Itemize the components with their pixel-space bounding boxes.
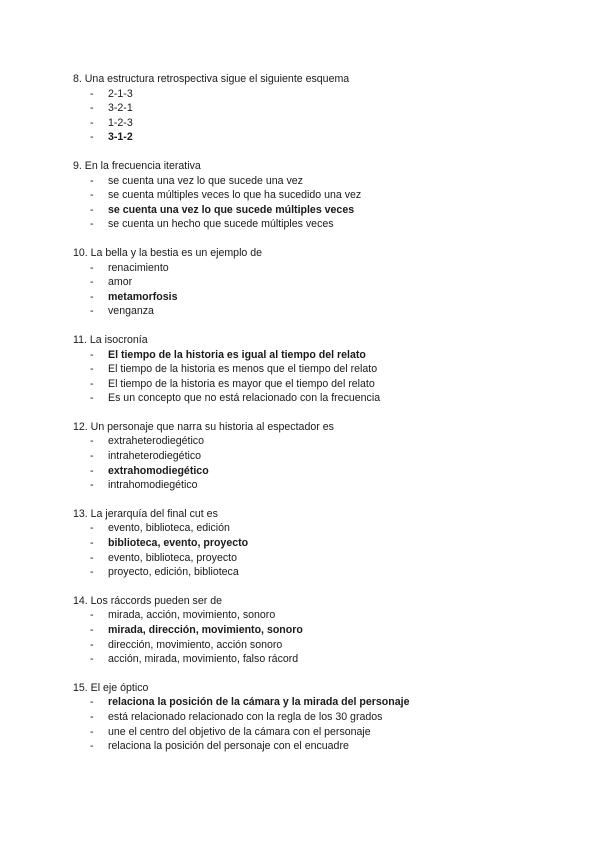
bullet-dash: - <box>90 653 94 666</box>
option-label: venganza <box>108 305 154 318</box>
answer-option <box>73 188 573 203</box>
option-label: relaciona la posición de la cámara y la mirada del personaje <box>108 696 410 709</box>
answer-option <box>73 391 573 406</box>
bullet-dash: - <box>90 638 94 651</box>
correct-answer-option <box>73 203 573 218</box>
question-text: 8. Una estructura retrospectiva sigue el siguiente esquema <box>73 73 350 85</box>
option-label: acción, mirada, movimiento, falso rácord <box>108 653 299 666</box>
bullet-dash: - <box>90 740 94 753</box>
bullet-dash: - <box>90 290 94 303</box>
question-text: 13. La jerarquía del final cut es <box>73 507 218 520</box>
answer-option <box>73 116 573 131</box>
answer-option <box>73 434 573 449</box>
answer-option <box>73 449 573 464</box>
answer-option <box>73 725 573 740</box>
answer-option <box>73 275 573 290</box>
option-label: evento, biblioteca, proyecto <box>108 551 237 564</box>
option-label: amor <box>108 276 133 289</box>
bullet-dash: - <box>90 479 94 492</box>
answer-option <box>73 478 573 493</box>
option-label: Es un concepto que no está relacionado con la frecuencia <box>108 392 381 405</box>
answer-option <box>73 551 573 566</box>
option-label: biblioteca, evento, proyecto <box>108 537 249 550</box>
bullet-dash: - <box>90 174 94 187</box>
bullet-dash: - <box>90 276 94 289</box>
question-13 <box>73 507 573 580</box>
option-label: está relacionado relacionado con la regla de los 30 grados <box>108 710 383 723</box>
answer-option <box>73 638 573 653</box>
bullet-dash: - <box>90 116 94 129</box>
bullet-dash: - <box>90 464 94 477</box>
option-label: se cuenta una vez lo que sucede una vez <box>108 174 303 187</box>
answer-option <box>73 217 573 232</box>
question-10 <box>73 246 573 319</box>
option-label: extraheterodiegético <box>108 435 204 448</box>
correct-answer-option <box>73 290 573 305</box>
correct-answer-option <box>73 695 573 710</box>
bullet-dash: - <box>90 725 94 738</box>
option-label: une el centro del objetivo de la cámara con el personaje <box>108 725 371 738</box>
bullet-dash: - <box>90 87 94 100</box>
question-text: 10. La bella y la bestia es un ejemplo de <box>73 246 263 259</box>
bullet-dash: - <box>90 261 94 274</box>
option-label: extrahomodiegético <box>108 464 209 477</box>
correct-answer-option <box>73 130 573 145</box>
option-label: dirección, movimiento, acción sonoro <box>108 638 283 651</box>
bullet-dash: - <box>90 131 94 144</box>
option-label: se cuenta un hecho que sucede múltiples veces <box>108 218 334 231</box>
bullet-dash: - <box>90 710 94 723</box>
bullet-dash: - <box>90 189 94 202</box>
bullet-dash: - <box>90 377 94 390</box>
option-label: 1-2-3 <box>108 116 133 129</box>
option-label: 3-1-2 <box>108 131 133 144</box>
answer-option <box>73 362 573 377</box>
answer-option <box>73 652 573 667</box>
answer-option <box>73 304 573 319</box>
answer-option <box>73 261 573 276</box>
bullet-dash: - <box>90 102 94 115</box>
bullet-dash: - <box>90 624 94 636</box>
correct-answer-option <box>73 348 573 363</box>
question-14 <box>73 594 573 667</box>
bullet-dash: - <box>90 363 94 376</box>
question-12 <box>73 420 573 493</box>
answer-option <box>73 101 573 116</box>
question-text: 11. La isocronía <box>73 333 148 346</box>
question-9 <box>73 159 573 232</box>
option-label: metamorfosis <box>108 290 178 303</box>
bullet-dash: - <box>90 696 94 709</box>
option-label: relaciona la posición del personaje con el encuadre <box>108 740 349 753</box>
bullet-dash: - <box>90 305 94 318</box>
option-label: renacimiento <box>108 261 169 274</box>
question-text: 12. Un personaje que narra su historia al espectador es <box>73 420 334 433</box>
bullet-dash: - <box>90 522 94 535</box>
option-label: El tiempo de la historia es mayor que el tiempo del relato <box>108 377 375 390</box>
option-label: El tiempo de la historia es menos que el tiempo del relato <box>108 363 378 376</box>
bullet-dash: - <box>90 392 94 405</box>
correct-answer-option <box>73 536 573 551</box>
answer-option <box>73 608 573 623</box>
bullet-dash: - <box>90 566 94 579</box>
document-page <box>73 72 573 768</box>
question-8 <box>73 72 573 145</box>
option-label: 3-2-1 <box>108 102 133 115</box>
question-15 <box>73 681 573 754</box>
answer-option <box>73 87 573 102</box>
answer-option <box>73 174 573 189</box>
bullet-dash: - <box>90 435 94 448</box>
option-label: mirada, dirección, movimiento, sonoro <box>108 624 303 636</box>
answer-option <box>73 710 573 725</box>
answer-option <box>73 739 573 754</box>
option-label: evento, biblioteca, edición <box>108 522 230 535</box>
question-text: 9. En la frecuencia iterativa <box>73 159 201 172</box>
option-label: intrahomodiegético <box>108 479 198 492</box>
bullet-dash: - <box>90 203 94 216</box>
option-label: se cuenta múltiples veces lo que ha sucedido una vez <box>108 189 362 202</box>
option-label: proyecto, edición, biblioteca <box>108 566 239 579</box>
option-label: 2-1-3 <box>108 87 133 100</box>
answer-option <box>73 521 573 536</box>
answer-option <box>73 565 573 580</box>
bullet-dash: - <box>90 218 94 231</box>
bullet-dash: - <box>90 551 94 564</box>
bullet-dash: - <box>90 450 94 463</box>
question-text: 15. El eje óptico <box>73 681 149 694</box>
correct-answer-option <box>73 464 573 479</box>
correct-answer-option <box>73 623 573 638</box>
bullet-dash: - <box>90 537 94 550</box>
option-label: mirada, acción, movimiento, sonoro <box>108 609 276 622</box>
question-text: 14. Los ráccords pueden ser de <box>73 594 222 607</box>
question-11 <box>73 333 573 406</box>
bullet-dash: - <box>90 348 94 361</box>
option-label: El tiempo de la historia es igual al tiempo del relato <box>108 348 366 361</box>
bullet-dash: - <box>90 609 94 622</box>
option-label: intraheterodiegético <box>108 450 202 463</box>
answer-option <box>73 377 573 392</box>
option-label: se cuenta una vez lo que sucede múltiples veces <box>108 203 355 216</box>
